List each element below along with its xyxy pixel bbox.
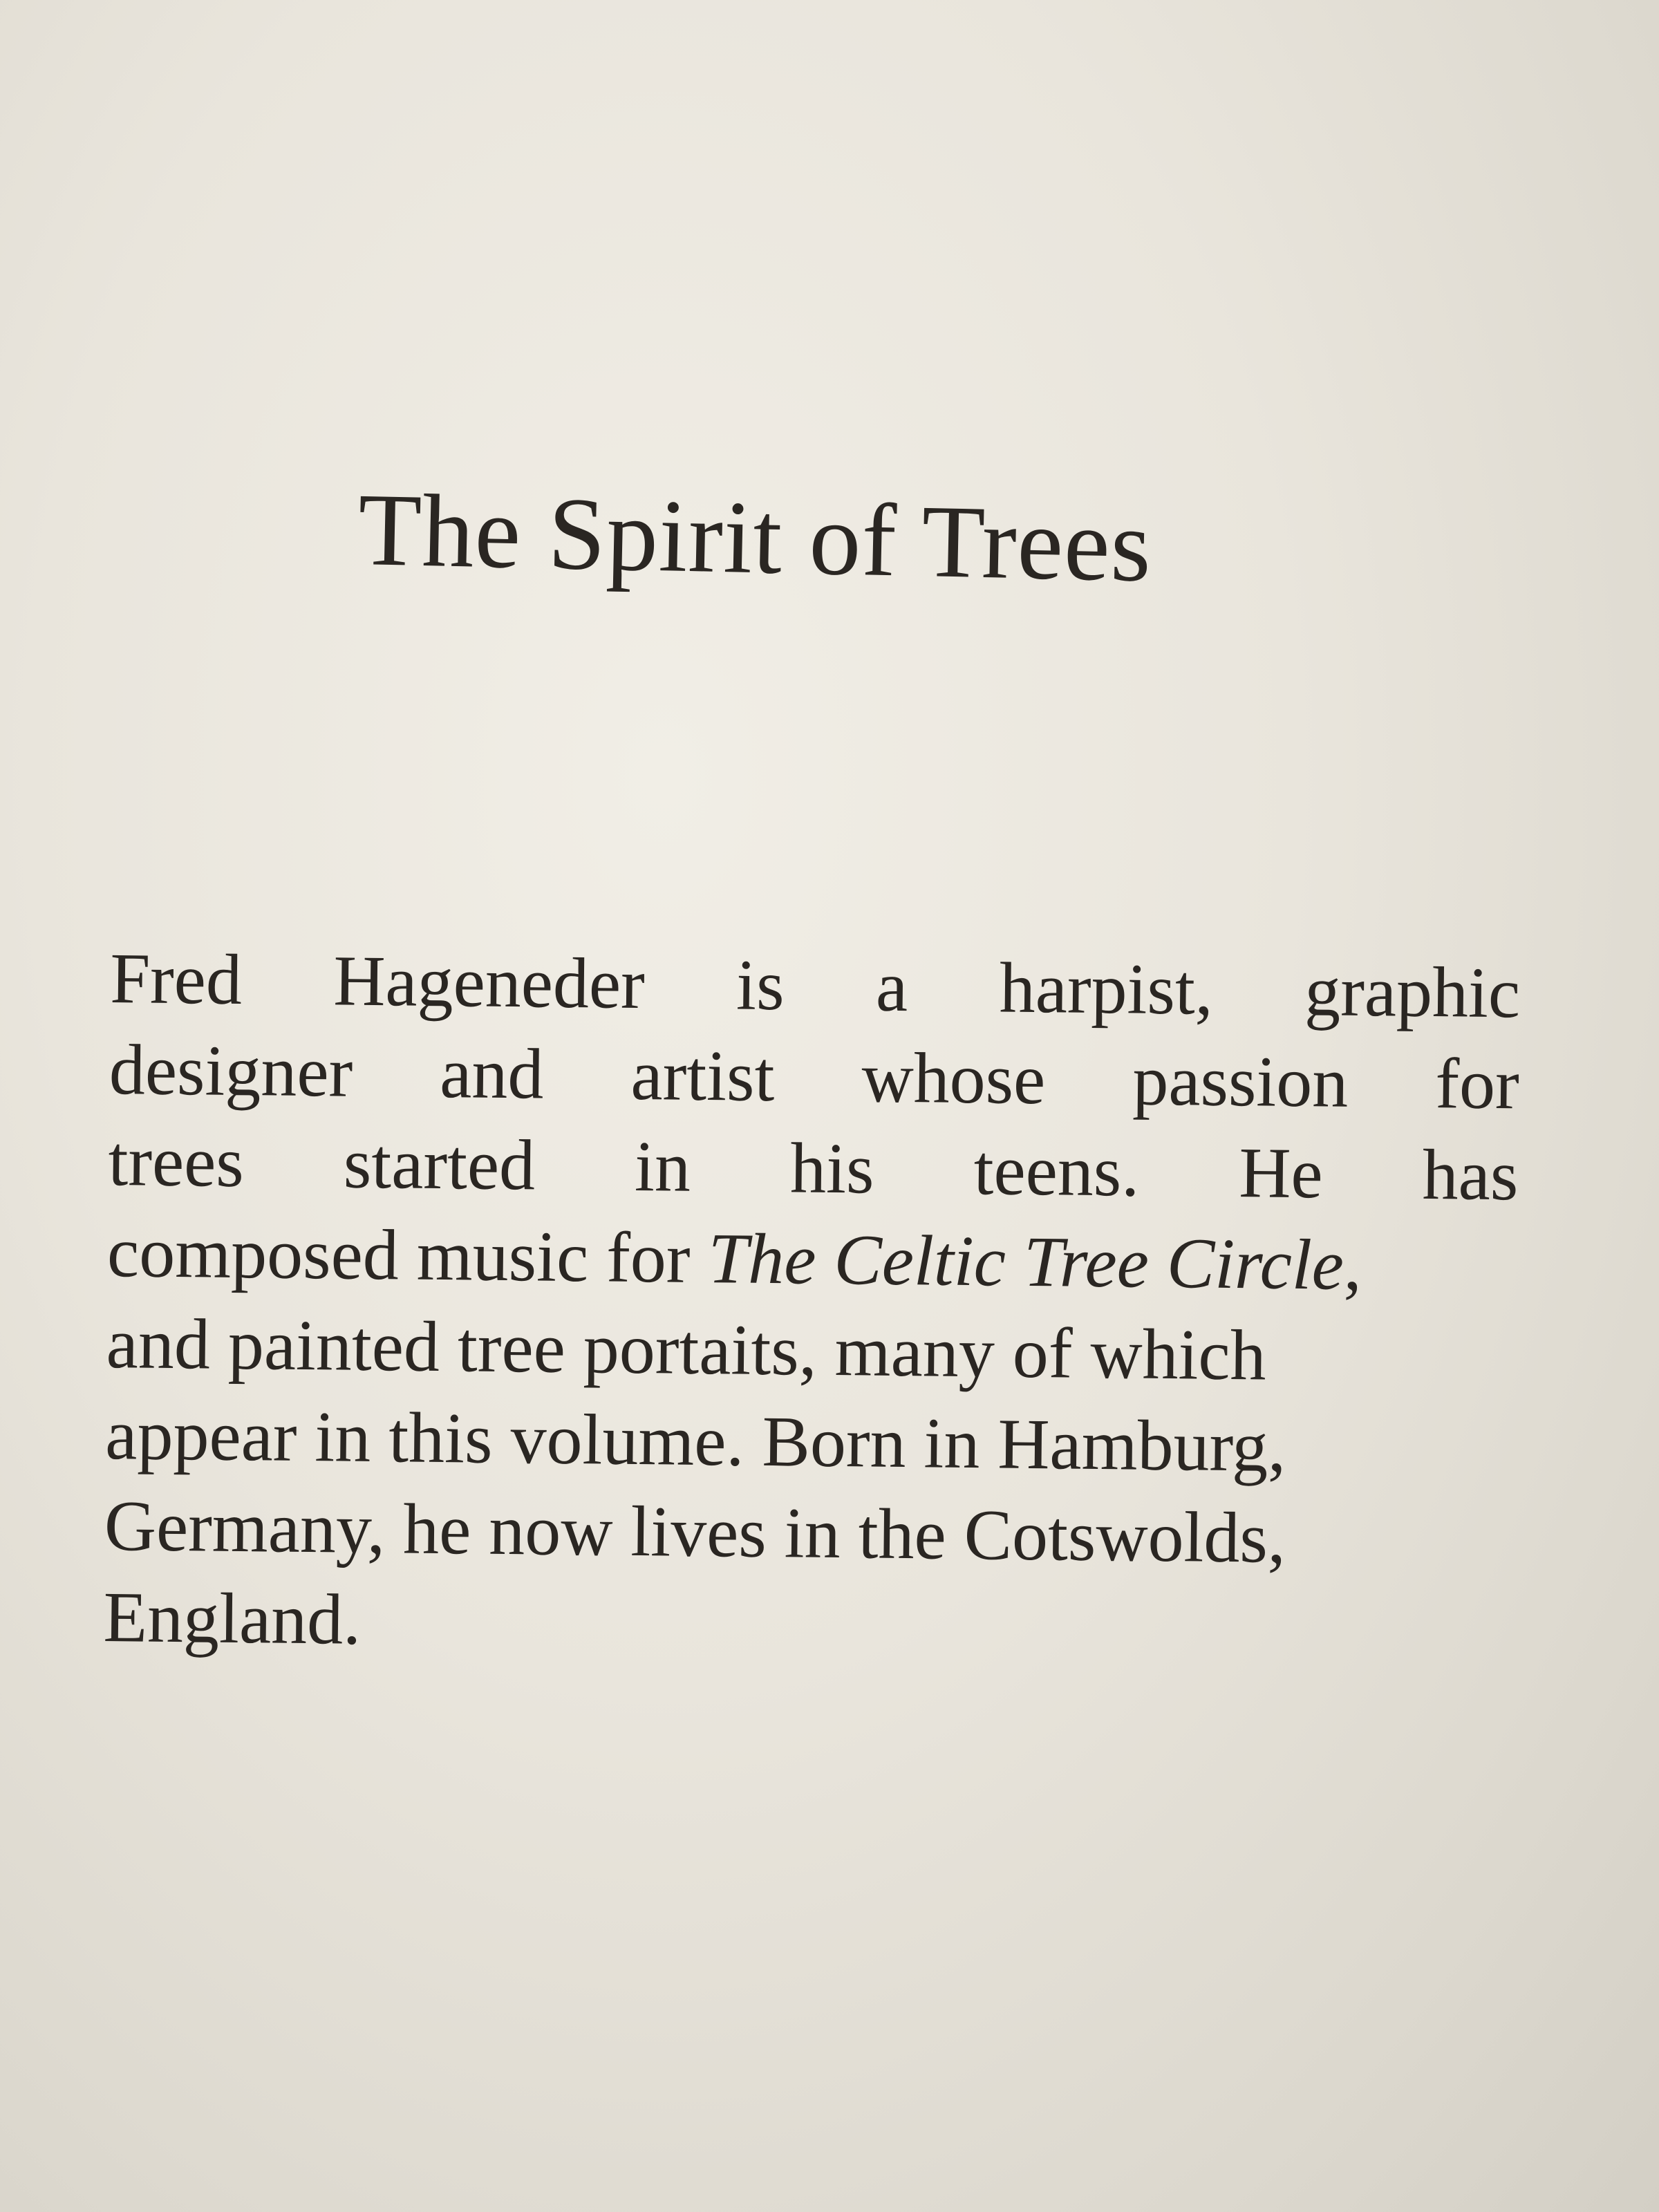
page-title: The Spirit of Trees [357,471,1153,604]
author-bio [103,933,1521,1678]
bio-line-3 [108,1116,1519,1221]
bio-word: Fred [109,938,243,1020]
bio-word: a [875,946,908,1027]
bio-text: composed music for [106,1212,709,1299]
bio-word: Hageneder [332,941,646,1024]
bio-word: started [343,1123,536,1206]
bio-word: has [1422,1134,1519,1216]
bio-line-7: Germany, he now lives in the Cotswolds, [104,1485,1286,1578]
bio-word: artist [630,1035,776,1117]
bio-word: He [1238,1133,1324,1214]
bio-text: , [1343,1225,1362,1305]
bio-line-4 [106,1207,1517,1313]
bio-line-6: appear in this volume. Born in Hamburg, [104,1394,1286,1487]
bio-word: his [789,1128,875,1209]
bio-line-1 [110,933,1521,1039]
bio-word: teens. [973,1130,1140,1212]
bio-word: whose [861,1038,1046,1120]
bio-word: passion [1132,1040,1349,1123]
bio-word: harpist, [999,948,1214,1030]
bio-word: graphic [1304,951,1521,1033]
bio-line-2 [109,1024,1519,1130]
bio-line-8: England. [103,1577,362,1660]
bio-word: for [1434,1044,1520,1125]
bio-word: designer [109,1029,353,1112]
book-title-italic: The Celtic Tree Circle [707,1219,1344,1305]
bio-word: trees [107,1121,245,1203]
bio-line-5: and painted tree portaits, many of which [106,1303,1267,1396]
bio-word: is [735,945,785,1026]
bio-word: in [634,1126,691,1207]
bio-word: and [439,1033,545,1114]
